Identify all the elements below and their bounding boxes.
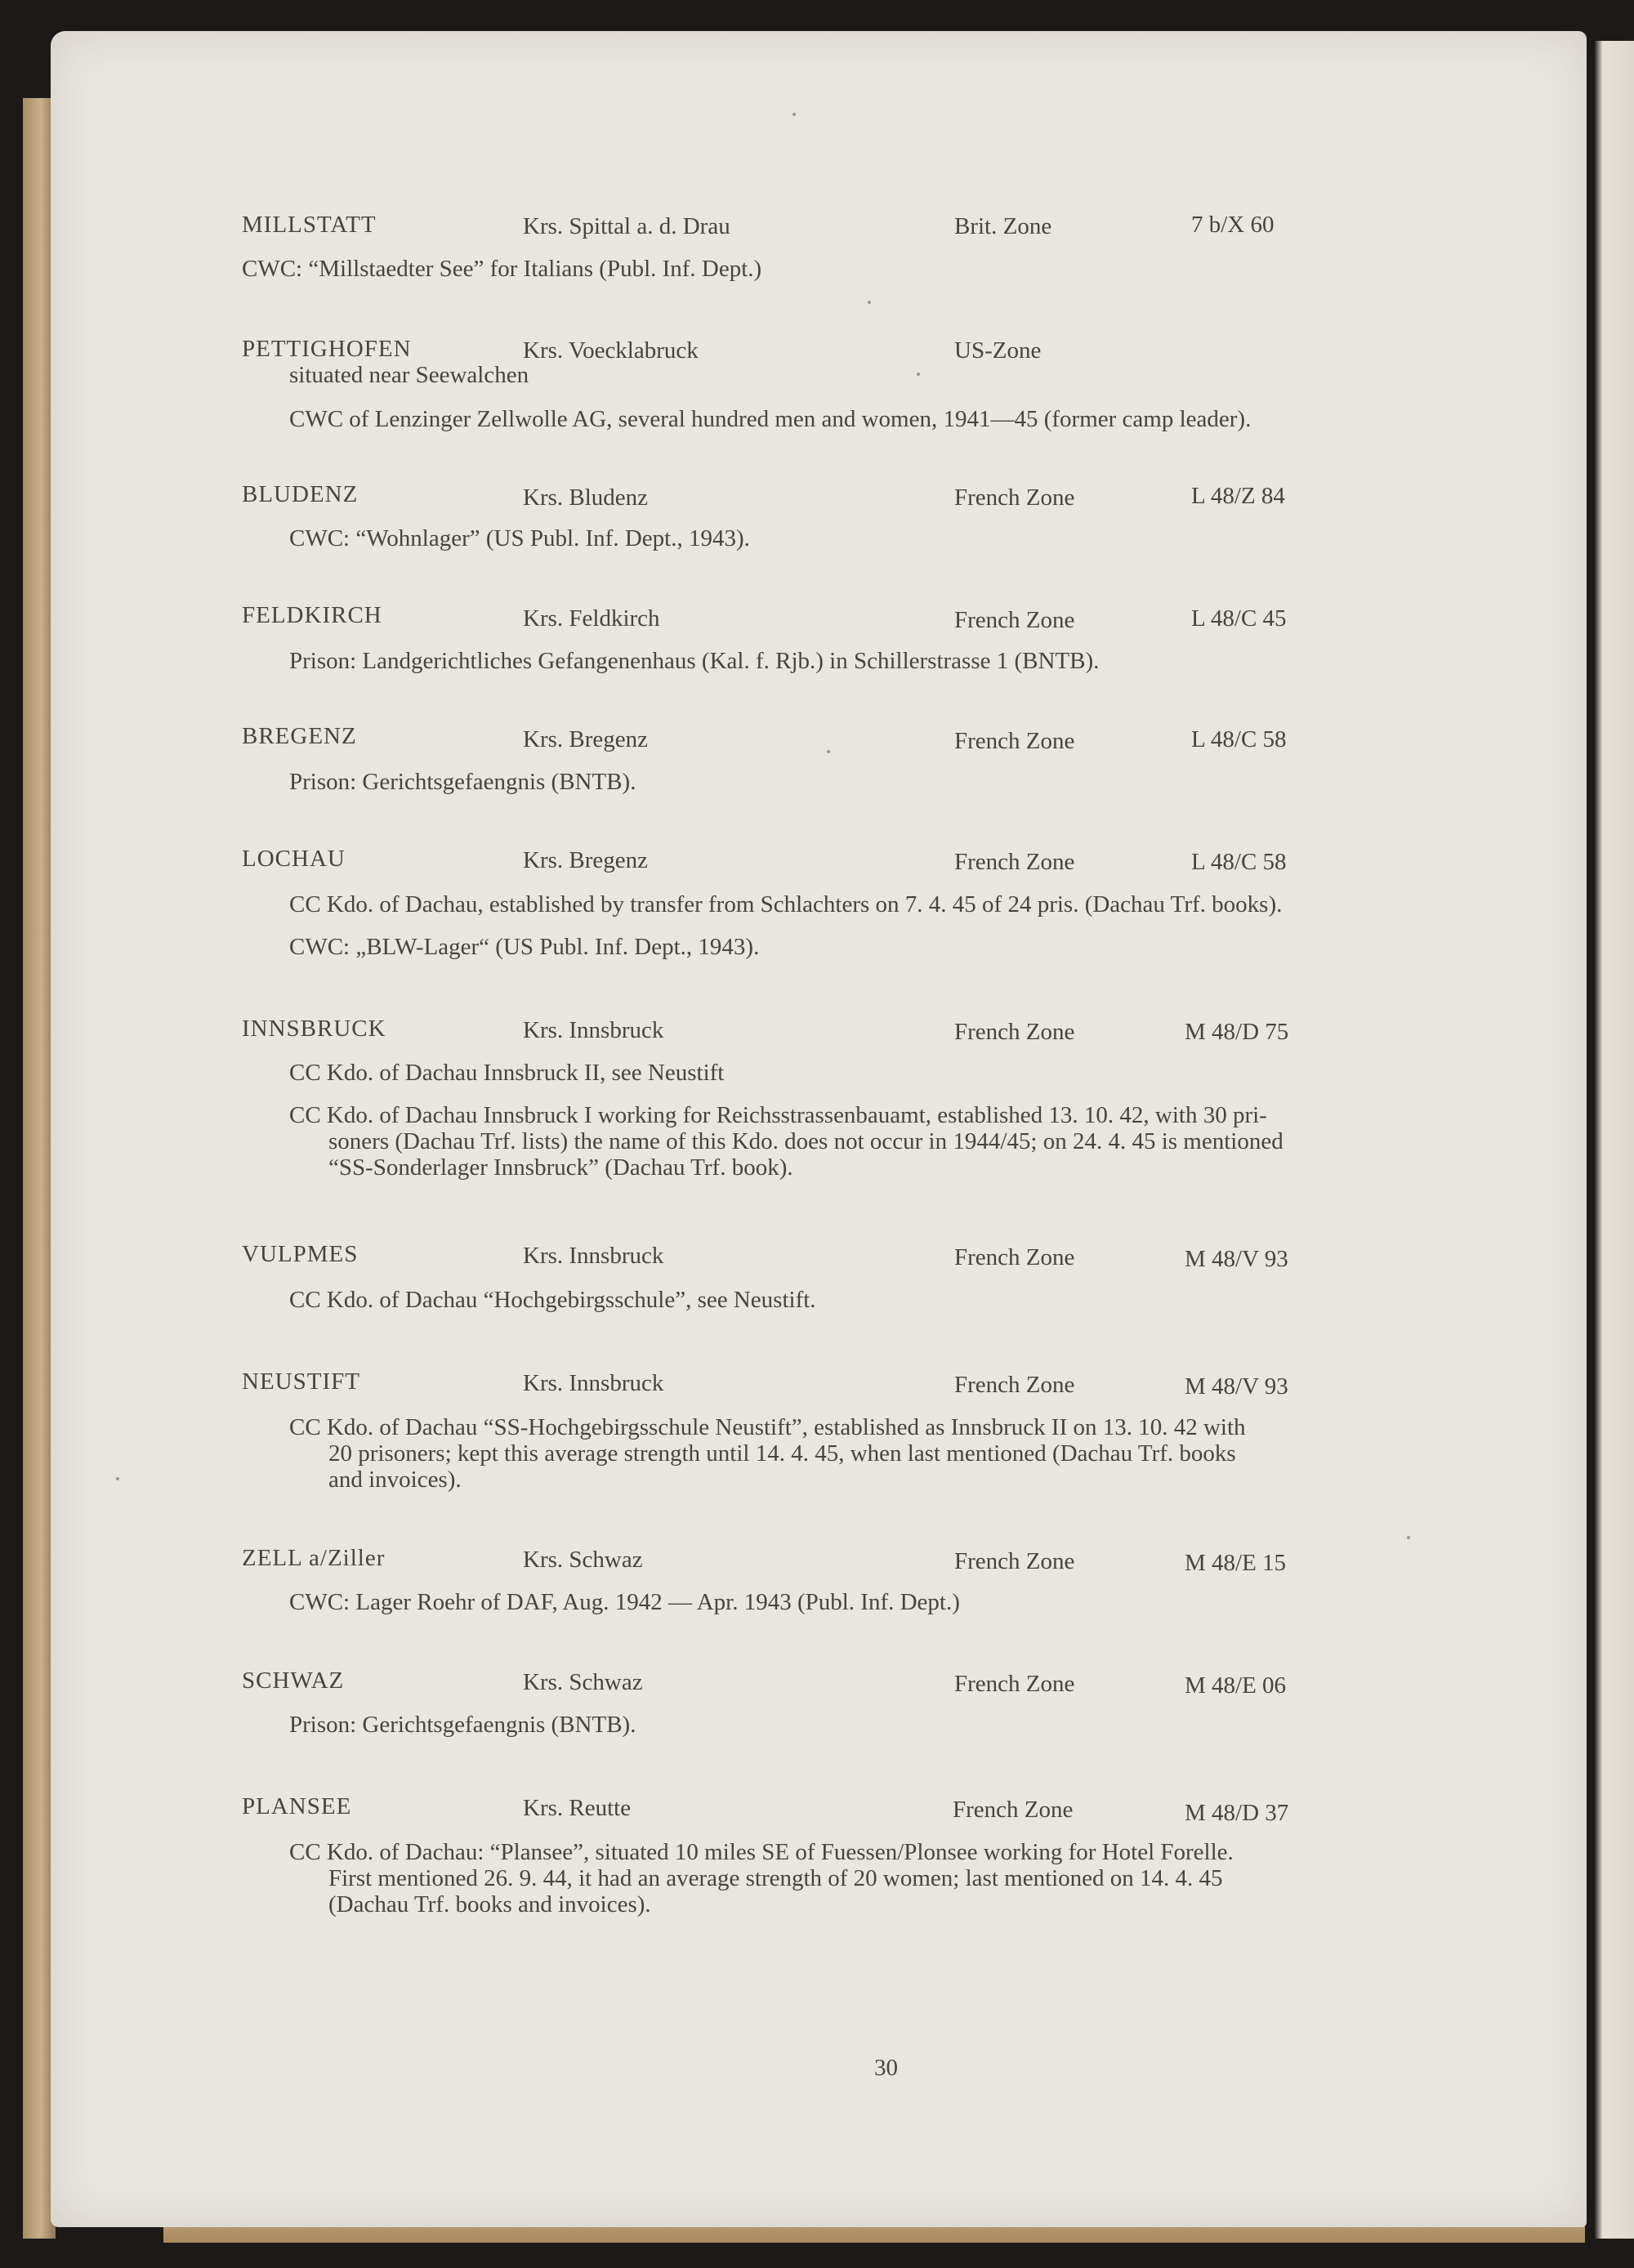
entry-grid-ref: L 48/C 45 bbox=[1191, 605, 1287, 632]
entry-zone: French Zone bbox=[954, 1244, 1075, 1270]
entry-note-continuation: “SS-Sonderlager Innsbruck” (Dachau Trf. book). bbox=[328, 1154, 793, 1181]
entry-grid-ref: M 48/V 93 bbox=[1185, 1246, 1288, 1272]
entry-note-continuation: 20 prisoners; kept this average strength until 14. 4. 45, when last mentioned (Dachau Trf. books bbox=[328, 1440, 1236, 1467]
entry-note-continuation: and invoices). bbox=[328, 1467, 462, 1493]
entry-name: BREGENZ bbox=[242, 723, 357, 749]
entry-grid-ref: 7 b/X 60 bbox=[1191, 212, 1275, 238]
entry-name: LOCHAU bbox=[242, 846, 346, 872]
entry-district: Krs. Reutte bbox=[523, 1795, 632, 1821]
entry-zone: French Zone bbox=[954, 1019, 1075, 1045]
entry-grid-ref: M 48/V 93 bbox=[1185, 1373, 1288, 1400]
entry-grid-ref: L 48/C 58 bbox=[1191, 726, 1287, 752]
entry-name: INNSBRUCK bbox=[242, 1016, 386, 1042]
entry-grid-ref: M 48/E 15 bbox=[1185, 1550, 1287, 1576]
entry-zone: French Zone bbox=[954, 1372, 1075, 1398]
entry-district: Krs. Bludenz bbox=[523, 484, 649, 511]
entry-zone: French Zone bbox=[954, 1671, 1075, 1697]
entry-grid-ref: M 48/D 37 bbox=[1185, 1800, 1289, 1826]
entry-note: CWC: “Wohnlager” (US Publ. Inf. Dept., 1943). bbox=[289, 525, 750, 551]
entry-zone: US-Zone bbox=[954, 337, 1042, 364]
entry-zone: French Zone bbox=[954, 728, 1075, 754]
entry-grid-ref: L 48/Z 84 bbox=[1191, 483, 1285, 509]
paper-speck bbox=[1407, 1536, 1410, 1539]
entry-note-continuation: (Dachau Trf. books and invoices). bbox=[328, 1891, 651, 1918]
entry-name: FELDKIRCH bbox=[242, 602, 382, 628]
entry-name: PLANSEE bbox=[242, 1793, 352, 1819]
entry-note: CWC: „BLW-Lager“ (US Publ. Inf. Dept., 1943). bbox=[289, 934, 760, 960]
paper-speck bbox=[868, 301, 871, 304]
entry-name: NEUSTIFT bbox=[242, 1368, 360, 1395]
entry-district: Krs. Schwaz bbox=[523, 1669, 643, 1695]
entry-note: CC Kdo. of Dachau “SS-Hochgebirgsschule Neustift”, established as Innsbruck II on 13. 10. 42 with bbox=[289, 1414, 1246, 1440]
entry-name: VULPMES bbox=[242, 1241, 359, 1267]
entry-note: CC Kdo. of Dachau, established by transfer from Schlachters on 7. 4. 45 of 24 pris. (Dachau Trf. books). bbox=[289, 891, 1283, 917]
paper-speck bbox=[116, 1477, 119, 1480]
entry-district: Krs. Bregenz bbox=[523, 847, 649, 873]
paper-speck bbox=[827, 750, 830, 753]
document-page bbox=[51, 31, 1587, 2227]
entry-note: CC Kdo. of Dachau Innsbruck II, see Neustift bbox=[289, 1060, 725, 1086]
entry-grid-ref: M 48/D 75 bbox=[1185, 1019, 1289, 1045]
entry-district: Krs. Voecklabruck bbox=[523, 337, 699, 364]
entry-note: Prison: Landgerichtliches Gefangenenhaus (Kal. f. Rjb.) in Schillerstrasse 1 (BNTB). bbox=[289, 648, 1100, 674]
entry-zone: French Zone bbox=[954, 607, 1075, 633]
entry-district: Krs. Schwaz bbox=[523, 1547, 643, 1573]
entry-zone: French Zone bbox=[953, 1797, 1074, 1823]
paper-speck bbox=[792, 113, 796, 116]
entry-subline: situated near Seewalchen bbox=[289, 362, 529, 388]
entry-note-continuation: First mentioned 26. 9. 44, it had an average strength of 20 women; last mentioned on 14. 4. 45 bbox=[328, 1865, 1223, 1891]
entry-district: Krs. Feldkirch bbox=[523, 605, 660, 632]
entry-note: Prison: Gerichtsgefaengnis (BNTB). bbox=[289, 1712, 636, 1738]
next-page-edge bbox=[1595, 41, 1634, 2239]
entry-district: Krs. Innsbruck bbox=[523, 1370, 664, 1396]
entry-note: CC Kdo. of Dachau “Hochgebirgsschule”, see Neustift. bbox=[289, 1287, 816, 1313]
entry-district: Krs. Bregenz bbox=[523, 726, 649, 752]
entry-grid-ref: M 48/E 06 bbox=[1185, 1672, 1287, 1699]
entry-name: ZELL a/Ziller bbox=[242, 1545, 386, 1571]
paper-speck bbox=[917, 373, 920, 376]
entry-note-continuation: soners (Dachau Trf. lists) the name of this Kdo. does not occur in 1944/45; on 24. 4. 45 is mentioned bbox=[328, 1128, 1284, 1154]
entry-name: PETTIGHOFEN bbox=[242, 336, 412, 362]
entry-district: Krs. Innsbruck bbox=[523, 1017, 664, 1043]
entry-name: SCHWAZ bbox=[242, 1668, 345, 1694]
entry-note: CWC: “Millstaedter See” for Italians (Publ. Inf. Dept.) bbox=[242, 256, 762, 282]
entry-zone: French Zone bbox=[954, 484, 1075, 511]
entry-district: Krs. Innsbruck bbox=[523, 1243, 664, 1269]
entry-name: MILLSTATT bbox=[242, 212, 377, 238]
entry-name: BLUDENZ bbox=[242, 481, 359, 507]
entry-note: CC Kdo. of Dachau: “Plansee”, situated 10 miles SE of Fuessen/Plonsee working for Hotel Forelle. bbox=[289, 1839, 1234, 1865]
entry-note: Prison: Gerichtsgefaengnis (BNTB). bbox=[289, 769, 636, 795]
entry-grid-ref: L 48/C 58 bbox=[1191, 849, 1287, 875]
entry-zone: Brit. Zone bbox=[954, 213, 1052, 239]
entry-note: CWC of Lenzinger Zellwolle AG, several hundred men and women, 1941—45 (former camp leader). bbox=[289, 406, 1252, 432]
entry-district: Krs. Spittal a. d. Drau bbox=[523, 213, 730, 239]
page-number: 30 bbox=[874, 2055, 898, 2081]
entry-zone: French Zone bbox=[954, 1548, 1075, 1574]
entry-note: CWC: Lager Roehr of DAF, Aug. 1942 — Apr. 1943 (Publ. Inf. Dept.) bbox=[289, 1589, 960, 1615]
entry-note: CC Kdo. of Dachau Innsbruck I working for Reichsstrassenbauamt, established 13. 10. 42, with 30 pri- bbox=[289, 1102, 1267, 1128]
entry-zone: French Zone bbox=[954, 849, 1075, 875]
